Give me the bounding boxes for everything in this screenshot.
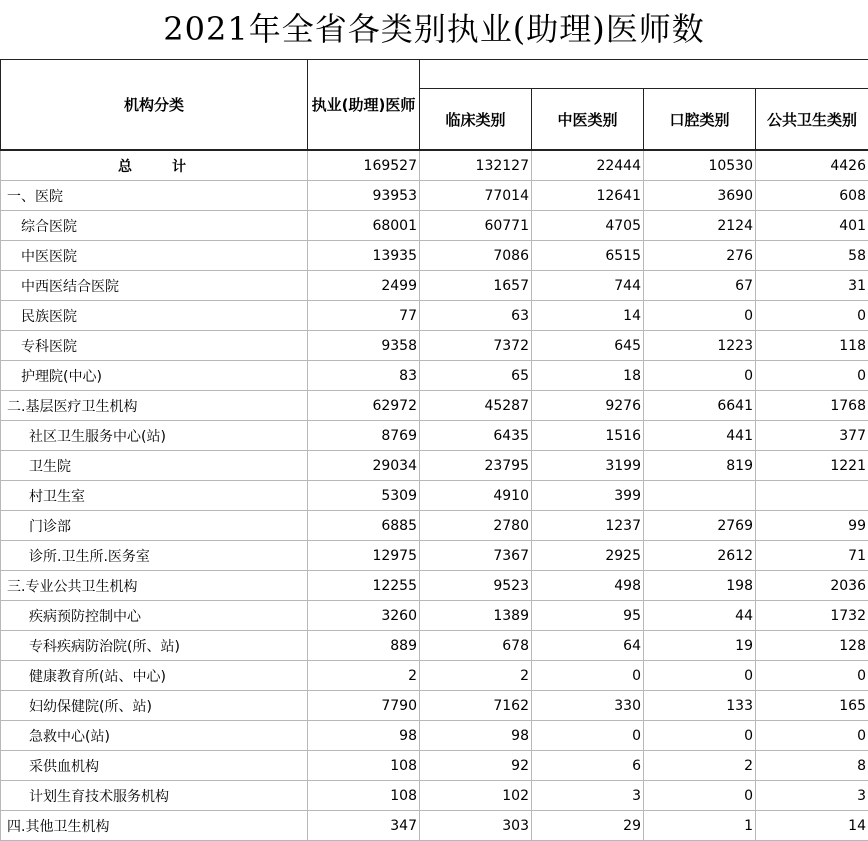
category-value: 330 xyxy=(532,691,644,721)
total-value: 108 xyxy=(308,781,420,811)
category-value: 10530 xyxy=(644,150,756,181)
table-row xyxy=(1,751,868,781)
table-row xyxy=(1,301,868,331)
category-value: 128 xyxy=(756,631,868,661)
table-row xyxy=(1,631,868,661)
total-value: 108 xyxy=(308,751,420,781)
category-value: 99 xyxy=(756,511,868,541)
institution-name: 中西医结合医院 xyxy=(1,271,308,301)
category-value: 645 xyxy=(532,331,644,361)
table-row xyxy=(1,661,868,691)
table-row xyxy=(1,721,868,751)
table-row xyxy=(1,451,868,481)
category-value: 7372 xyxy=(420,331,532,361)
institution-name: 健康教育所(站、中心) xyxy=(1,661,308,691)
institution-name: 总 计 xyxy=(1,150,308,181)
total-value: 6885 xyxy=(308,511,420,541)
category-value: 7162 xyxy=(420,691,532,721)
category-value: 7086 xyxy=(420,241,532,271)
category-value: 1516 xyxy=(532,421,644,451)
category-value: 95 xyxy=(532,601,644,631)
category-value: 18 xyxy=(532,361,644,391)
institution-name: 疾病预防控制中心 xyxy=(1,601,308,631)
table-row xyxy=(1,811,868,841)
category-header: 口腔类别 xyxy=(644,89,756,151)
category-value: 0 xyxy=(756,361,868,391)
institution-name: 专科疾病防治院(所、站) xyxy=(1,631,308,661)
category-value: 29 xyxy=(532,811,644,841)
category-value: 819 xyxy=(644,451,756,481)
category-value: 7367 xyxy=(420,541,532,571)
total-value: 2 xyxy=(308,661,420,691)
category-value: 19 xyxy=(644,631,756,661)
category-value: 14 xyxy=(532,301,644,331)
table-row xyxy=(1,481,868,511)
category-value: 58 xyxy=(756,241,868,271)
category-value: 377 xyxy=(756,421,868,451)
table-header xyxy=(1,60,868,151)
table-row xyxy=(1,391,868,421)
table-row xyxy=(1,601,868,631)
category-value: 3 xyxy=(756,781,868,811)
category-value: 2 xyxy=(644,751,756,781)
total-value: 68001 xyxy=(308,211,420,241)
category-value: 3690 xyxy=(644,181,756,211)
category-value: 8 xyxy=(756,751,868,781)
institution-name: 采供血机构 xyxy=(1,751,308,781)
category-value: 4426 xyxy=(756,150,868,181)
category-value: 608 xyxy=(756,181,868,211)
institution-name: 计划生育技术服务机构 xyxy=(1,781,308,811)
category-value: 63 xyxy=(420,301,532,331)
category-value: 2925 xyxy=(532,541,644,571)
category-header: 临床类别 xyxy=(420,89,532,151)
institution-name: 门诊部 xyxy=(1,511,308,541)
total-value: 13935 xyxy=(308,241,420,271)
table-row xyxy=(1,181,868,211)
institution-header: 机构分类 xyxy=(1,60,308,151)
physician-table xyxy=(0,59,868,841)
institution-name: 急救中心(站) xyxy=(1,721,308,751)
institution-name: 二.基层医疗卫生机构 xyxy=(1,391,308,421)
category-value: 31 xyxy=(756,271,868,301)
category-value: 401 xyxy=(756,211,868,241)
table-row xyxy=(1,241,868,271)
category-value: 65 xyxy=(420,361,532,391)
category-value: 6435 xyxy=(420,421,532,451)
total-value: 9358 xyxy=(308,331,420,361)
category-value: 0 xyxy=(756,721,868,751)
category-value: 0 xyxy=(532,721,644,751)
category-value: 498 xyxy=(532,571,644,601)
table-row xyxy=(1,541,868,571)
category-value: 77014 xyxy=(420,181,532,211)
table-row xyxy=(1,781,868,811)
table-row xyxy=(1,211,868,241)
table-row xyxy=(1,511,868,541)
category-value: 102 xyxy=(420,781,532,811)
total-value: 889 xyxy=(308,631,420,661)
category-value: 0 xyxy=(644,301,756,331)
total-value: 7790 xyxy=(308,691,420,721)
total-value: 83 xyxy=(308,361,420,391)
category-value: 0 xyxy=(644,721,756,751)
category-value: 1237 xyxy=(532,511,644,541)
category-header: 中医类别 xyxy=(532,89,644,151)
category-value: 399 xyxy=(532,481,644,511)
total-value: 29034 xyxy=(308,451,420,481)
institution-name: 民族医院 xyxy=(1,301,308,331)
category-value: 2124 xyxy=(644,211,756,241)
table-row xyxy=(1,421,868,451)
institution-name: 专科医院 xyxy=(1,331,308,361)
category-value: 9523 xyxy=(420,571,532,601)
category-value: 118 xyxy=(756,331,868,361)
total-value: 2499 xyxy=(308,271,420,301)
category-value: 9276 xyxy=(532,391,644,421)
category-value: 6515 xyxy=(532,241,644,271)
table-row xyxy=(1,150,868,181)
category-value xyxy=(644,481,756,511)
category-value: 2 xyxy=(420,661,532,691)
category-value: 0 xyxy=(532,661,644,691)
category-value: 6 xyxy=(532,751,644,781)
category-value: 0 xyxy=(644,661,756,691)
category-value: 133 xyxy=(644,691,756,721)
total-value: 12975 xyxy=(308,541,420,571)
category-value: 23795 xyxy=(420,451,532,481)
category-value: 441 xyxy=(644,421,756,451)
category-value: 71 xyxy=(756,541,868,571)
category-group-header xyxy=(420,60,868,89)
category-value: 744 xyxy=(532,271,644,301)
category-value: 0 xyxy=(756,301,868,331)
category-value: 0 xyxy=(644,361,756,391)
category-value: 132127 xyxy=(420,150,532,181)
category-value: 3199 xyxy=(532,451,644,481)
institution-name: 一、医院 xyxy=(1,181,308,211)
total-value: 169527 xyxy=(308,150,420,181)
total-value: 8769 xyxy=(308,421,420,451)
category-value: 92 xyxy=(420,751,532,781)
institution-name: 四.其他卫生机构 xyxy=(1,811,308,841)
category-value: 2036 xyxy=(756,571,868,601)
total-header: 执业(助理)医师 xyxy=(308,60,420,151)
category-value: 60771 xyxy=(420,211,532,241)
category-value: 165 xyxy=(756,691,868,721)
total-value: 12255 xyxy=(308,571,420,601)
institution-name: 诊所.卫生所.医务室 xyxy=(1,541,308,571)
category-value: 0 xyxy=(756,661,868,691)
table-row xyxy=(1,271,868,301)
category-value: 45287 xyxy=(420,391,532,421)
category-value: 1223 xyxy=(644,331,756,361)
total-value: 347 xyxy=(308,811,420,841)
table-row xyxy=(1,361,868,391)
institution-name: 护理院(中心) xyxy=(1,361,308,391)
institution-name: 社区卫生服务中心(站) xyxy=(1,421,308,451)
table-body xyxy=(1,150,868,841)
category-value: 198 xyxy=(644,571,756,601)
category-value: 1768 xyxy=(756,391,868,421)
total-value: 3260 xyxy=(308,601,420,631)
category-value: 1732 xyxy=(756,601,868,631)
category-value: 14 xyxy=(756,811,868,841)
institution-name: 中医医院 xyxy=(1,241,308,271)
category-value: 2612 xyxy=(644,541,756,571)
category-value: 64 xyxy=(532,631,644,661)
total-value: 93953 xyxy=(308,181,420,211)
category-value: 4705 xyxy=(532,211,644,241)
category-value: 1 xyxy=(644,811,756,841)
institution-name: 卫生院 xyxy=(1,451,308,481)
category-value: 2769 xyxy=(644,511,756,541)
total-value: 62972 xyxy=(308,391,420,421)
institution-name: 妇幼保健院(所、站) xyxy=(1,691,308,721)
category-value: 1389 xyxy=(420,601,532,631)
table-row xyxy=(1,571,868,601)
category-value: 12641 xyxy=(532,181,644,211)
category-header: 公共卫生类别 xyxy=(756,89,868,151)
total-value: 77 xyxy=(308,301,420,331)
category-value: 22444 xyxy=(532,150,644,181)
category-value: 3 xyxy=(532,781,644,811)
category-value: 4910 xyxy=(420,481,532,511)
table-row xyxy=(1,331,868,361)
category-value: 1221 xyxy=(756,451,868,481)
category-value: 1657 xyxy=(420,271,532,301)
total-value: 5309 xyxy=(308,481,420,511)
table-row xyxy=(1,691,868,721)
category-value: 678 xyxy=(420,631,532,661)
category-value: 2780 xyxy=(420,511,532,541)
category-value xyxy=(756,481,868,511)
category-value: 276 xyxy=(644,241,756,271)
category-value: 0 xyxy=(644,781,756,811)
institution-name: 综合医院 xyxy=(1,211,308,241)
category-value: 44 xyxy=(644,601,756,631)
institution-name: 三.专业公共卫生机构 xyxy=(1,571,308,601)
total-value: 98 xyxy=(308,721,420,751)
category-value: 98 xyxy=(420,721,532,751)
institution-name: 村卫生室 xyxy=(1,481,308,511)
category-value: 6641 xyxy=(644,391,756,421)
category-value: 303 xyxy=(420,811,532,841)
category-value: 67 xyxy=(644,271,756,301)
page-title: 2021年全省各类别执业(助理)医师数 xyxy=(163,10,705,48)
